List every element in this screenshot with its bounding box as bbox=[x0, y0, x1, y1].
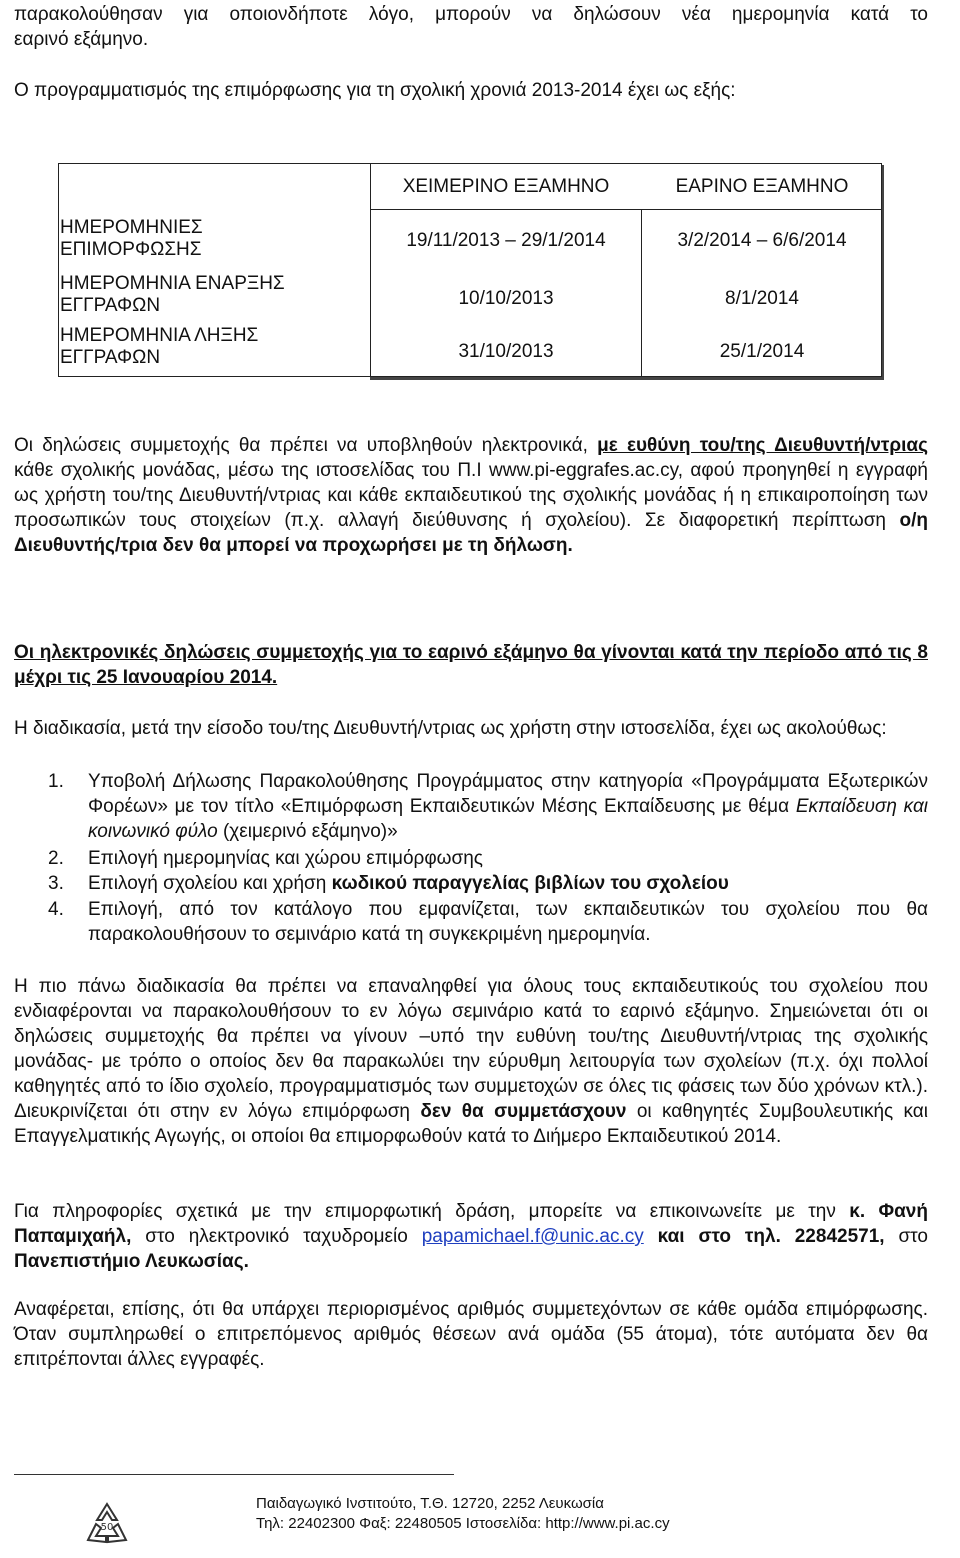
recycle-logo-text: 50 bbox=[100, 1522, 114, 1533]
contact-paragraph: Για πληροφορίες σχετικά με την επιμορφωτική δράση, μπορείτε να επικοινωνείτε με την κ. Φανή Παπαμιχαήλ, στο ηλεκτρονικό ταχυδρομείο papamichael.f@unic.ac.cy και στο τηλ. 22842571, στο Πανεπιστήμιο Λευκωσίας. bbox=[14, 1201, 928, 1272]
col-header-spring: ΕΑΡΙΝΟ ΕΞΑΜΗΝΟ bbox=[675, 175, 849, 197]
spring-dates-paragraph: Οι ηλεκτρονικές δηλώσεις συμμετοχής για το εαρινό εξάμηνο θα γίνονται κατά την περίοδο από τις 8 μέχρι τις 25 Ιανουαρίου 2014. bbox=[14, 642, 928, 688]
limited-places-paragraph: Αναφέρεται, επίσης, ότι θα υπάρχει περιορισμένος αριθμός συμμετεχόντων σε κάθε ομάδα επιμόρφωσης. Όταν συμπληρωθεί ο επιτρεπόμενος αριθμός θέσεων ανά ομάδα (55 άτομα), τότε αυτόματα δεν θα επιτρέπονται άλλες εγγραφές. bbox=[14, 1299, 928, 1370]
cell-winter-1: 19/11/2013 – 29/1/2014 bbox=[406, 229, 606, 251]
list-item: 3. Επιλογή σχολείου και χρήση κωδικού παραγγελίας βιβλίων του σχολείου bbox=[48, 873, 729, 894]
footer-address: Παιδαγωγικό Ινστιτούτο, Τ.Θ. 12720, 2252 Λευκωσία bbox=[256, 1495, 604, 1512]
cell-spring-3: 25/1/2014 bbox=[719, 340, 805, 362]
row-label-2: ΗΜΕΡΟΜΗΝΙΑ ΕΝΑΡΞΗΣ ΕΓΓΡΑΦΩΝ bbox=[60, 273, 285, 316]
top-line-1: παρακολούθησαν για οποιονδήποτε λόγο, μπορούν να δηλώσουν νέα ημερομηνία κατά το bbox=[14, 4, 928, 25]
col-header-winter: ΧΕΙΜΕΡΙΝΟ ΕΞΑΜΗΝΟ bbox=[402, 175, 610, 197]
procedure-intro: Η διαδικασία, μετά την είσοδο του/της Διευθυντή/ντριας ως χρήστη στην ιστοσελίδα, έχει ως ακολούθως: bbox=[14, 718, 887, 739]
top-line-2: εαρινό εξάμηνο. bbox=[14, 29, 149, 50]
repeat-procedure-paragraph: Η πιο πάνω διαδικασία θα πρέπει να επαναληφθεί για όλους τους εκπαιδευτικούς του σχολείου που ενδιαφέρονται να παρακολουθήσουν το εν λόγω σεμινάριο κατά το εαρινό εξάμηνο. Σημειώνεται ότι οι δηλώσεις συμμετοχής θα πρέπει να γίνουν –υπό την ευθύνη του/της Διευθυντή/ντριας της σχολικής μονάδας- με τρόπο ο οποίος δεν θα παρακωλύει την εύρυθμη λειτουργία των σχολείων (π.χ. όχι πολλοί καθηγητές από το ίδιο σχολείο, προγραμματισμός των συμμετοχών σε όλες τις φάσεις των δύο χρόνων κτλ.). Διευκρινίζεται ότι στην εν λόγω επιμόρφωση δεν θα συμμετάσχουν οι καθηγητές Συμβουλευτικής και Επαγγελματικής Αγωγής, οι οποίοι θα επιμορφωθούν κατά το Διήμερο Εκπαιδευτικού 2014. bbox=[14, 976, 928, 1147]
participation-paragraph: Οι δηλώσεις συμμετοχής θα πρέπει να υποβληθούν ηλεκτρονικά, με ευθύνη του/της Διευθυντή/ντριας κάθε σχολικής μονάδας, μέσω της ιστοσελίδας του Π.Ι www.pi-eggrafes.ac.cy, αφού προηγηθεί η εγγραφή ως χρήστη του/της Διευθυντή/ντριας και κάθε εκπαιδευτικού της σχολικής μονάδας ή η επικαιροποίηση των προσωπικών τους στοιχείων (π.χ. αλλαγή διεύθυνσης ή σχολείου). Σε διαφορετική περίπτωση ο/η Διευθυντής/τρια δεν θα μπορεί να προχωρήσει με τη δήλωση. bbox=[14, 435, 928, 556]
schedule-table bbox=[58, 163, 882, 377]
row-label-3: ΗΜΕΡΟΜΗΝΙΑ ΛΗΞΗΣ ΕΓΓΡΑΦΩΝ bbox=[60, 325, 259, 368]
list-item: 4. Επιλογή, από τον κατάλογο που εμφανίζεται, των εκπαιδευτικών του σχολείου που θα παρακολουθήσουν το σεμινάριο κατά τη συγκεκριμένη ημερομηνία. bbox=[48, 899, 928, 945]
list-item: 1. Υποβολή Δήλωσης Παρακολούθησης Προγράμματος στην κατηγορία «Προγράμματα Εξωτερικών Φορέων» με τον τίτλο «Επιμόρφωση Εκπαιδευτικών Μέσης Εκπαίδευσης με θέμα Εκπαίδευση και κοινωνικό φύλο (χειμερινό εξάμηνο)» bbox=[48, 771, 928, 842]
email-link[interactable]: papamichael.f@unic.ac.cy bbox=[421, 1226, 644, 1247]
row-label-1: ΗΜΕΡΟΜΗΝΙΕΣ ΕΠΙΜΟΡΦΩΣΗΣ bbox=[60, 217, 203, 260]
footer-divider bbox=[14, 1474, 454, 1475]
cell-spring-1: 3/2/2014 – 6/6/2014 bbox=[677, 229, 847, 251]
cell-winter-2: 10/10/2013 bbox=[458, 287, 554, 309]
footer-contacts: Τηλ: 22402300 Φαξ: 22480505 Ιστοσελίδα: http://www.pi.ac.cy bbox=[256, 1515, 670, 1532]
cell-spring-2: 8/1/2014 bbox=[725, 287, 799, 309]
intro-text: Ο προγραμματισμός της επιμόρφωσης για τη σχολική χρονιά 2013-2014 έχει ως εξής: bbox=[14, 80, 736, 101]
recycle-logo-icon bbox=[82, 1500, 132, 1548]
cell-winter-3: 31/10/2013 bbox=[458, 340, 554, 362]
list-item: 2. Επιλογή ημερομηνίας και χώρου επιμόρφωσης bbox=[48, 848, 483, 869]
